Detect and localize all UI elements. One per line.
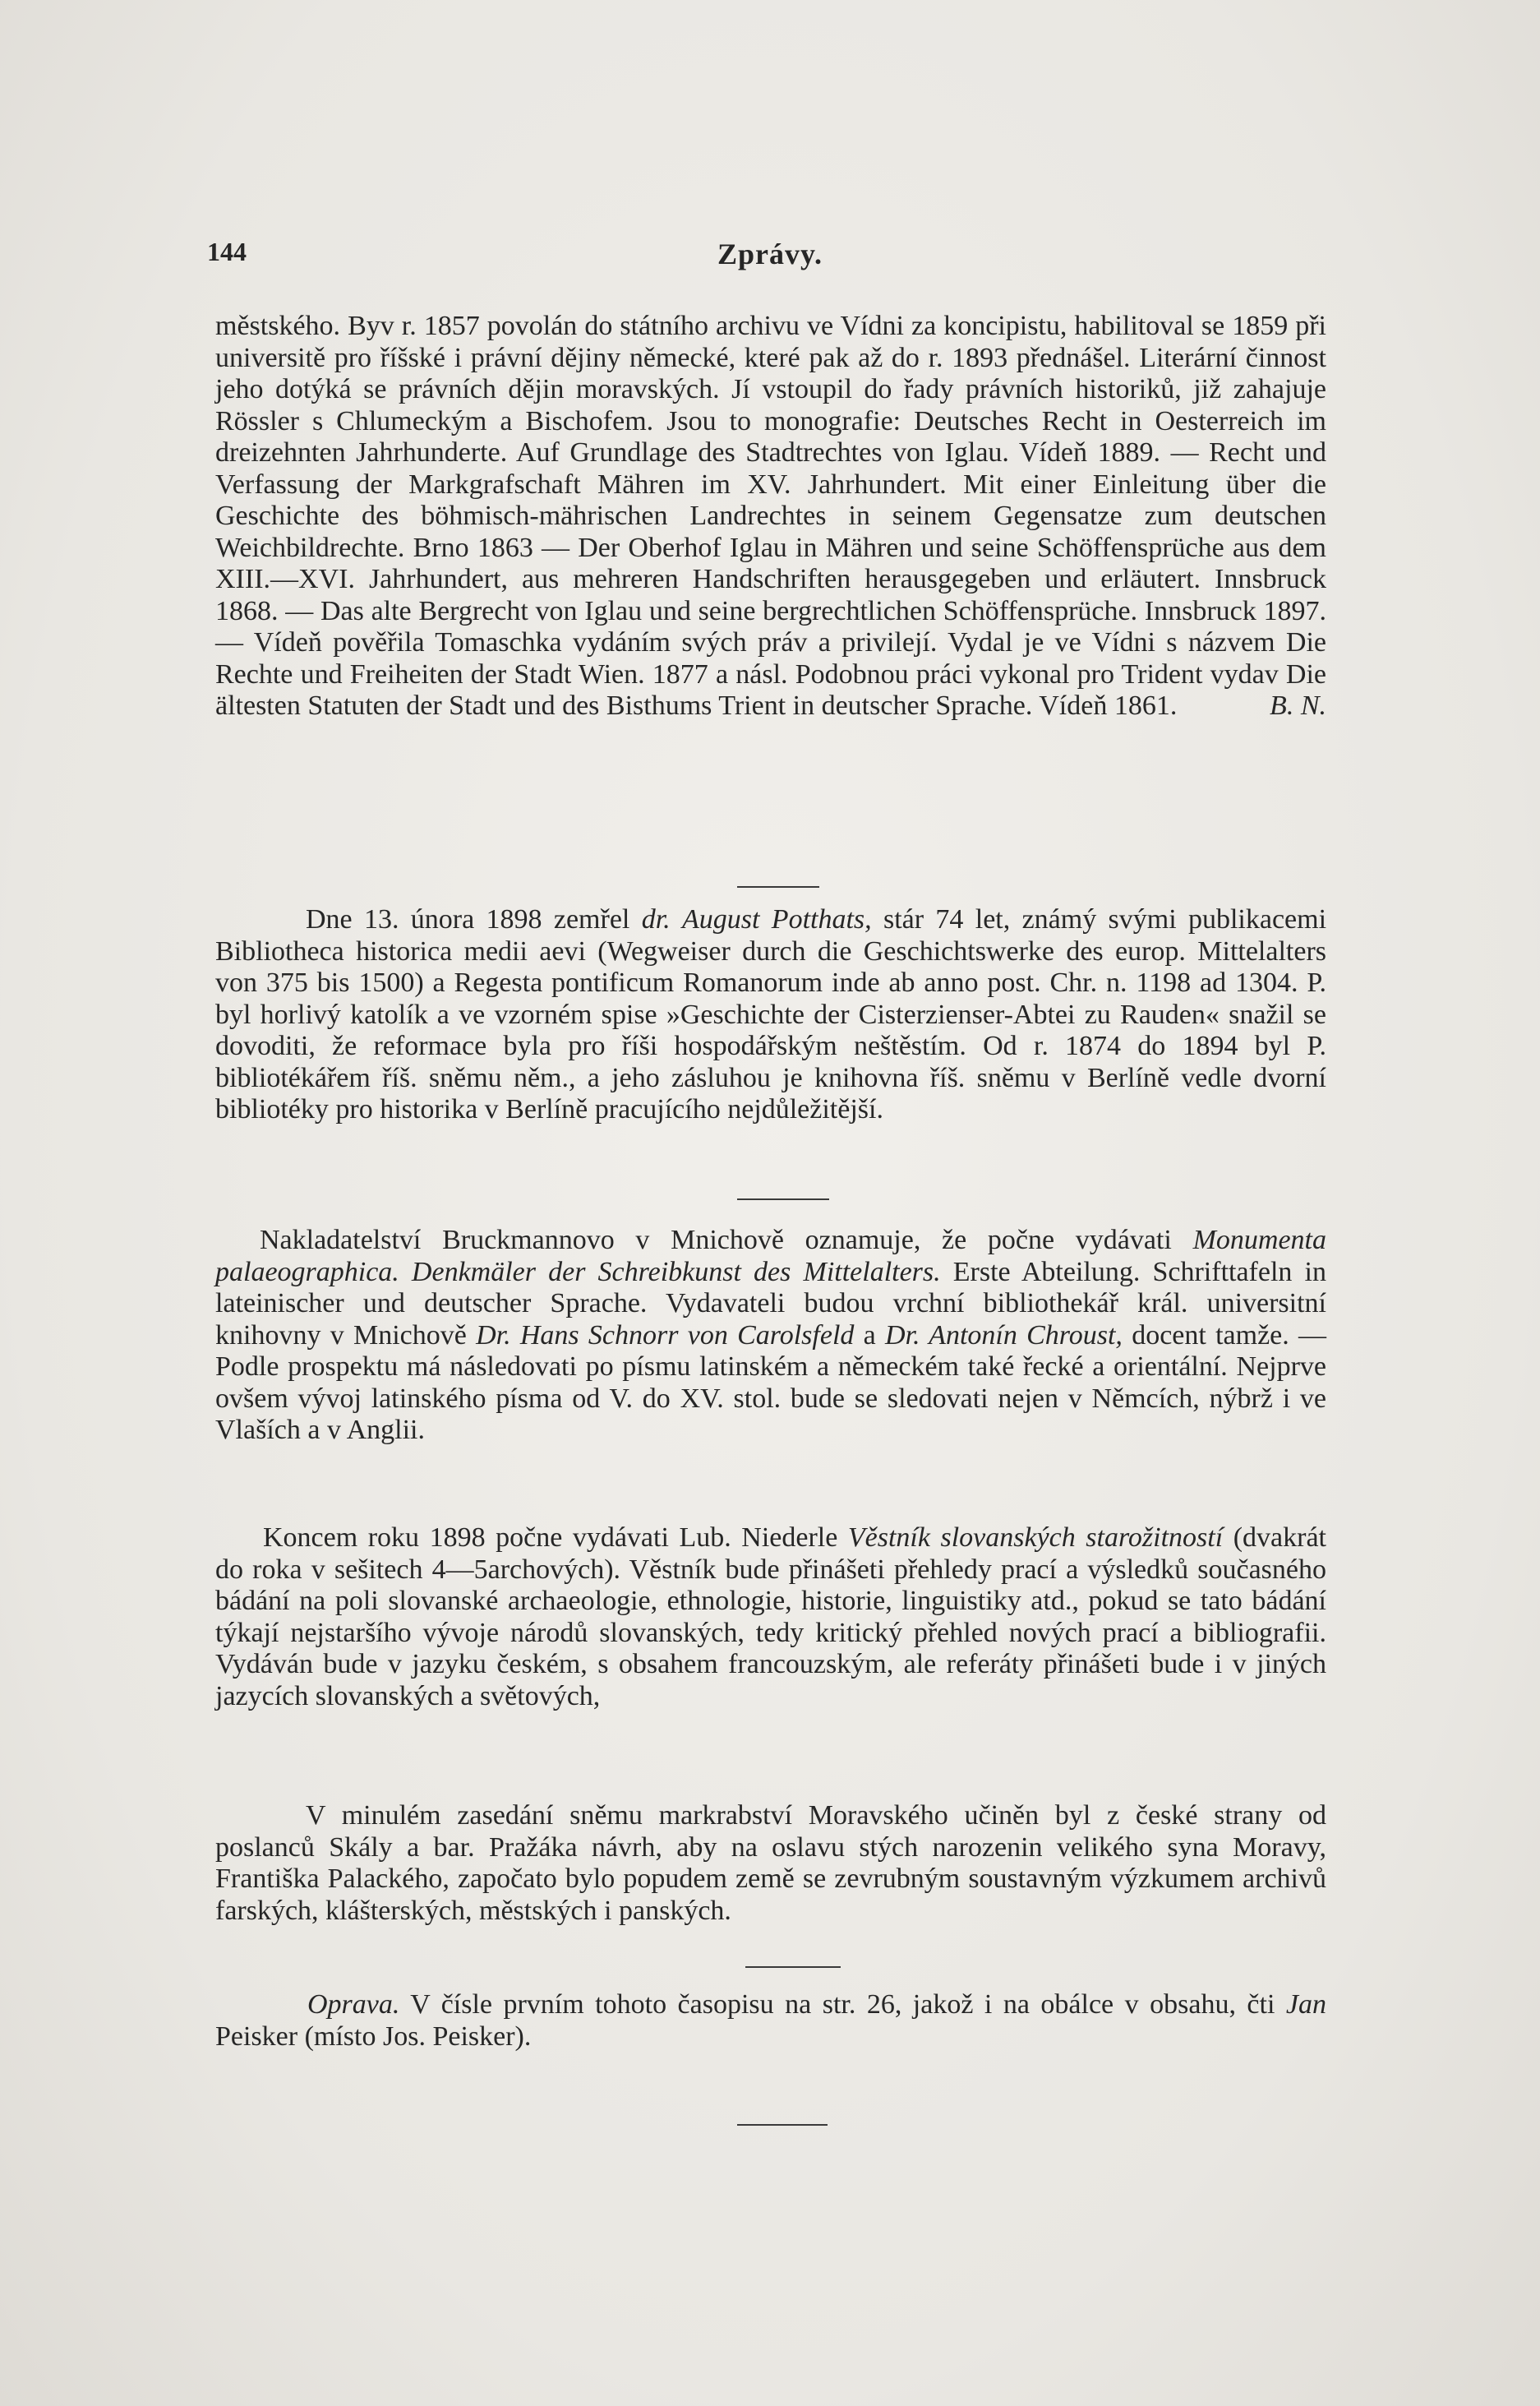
running-title: Zprávy.	[717, 238, 823, 270]
section-divider	[737, 886, 819, 888]
notice-text: a	[863, 1319, 876, 1351]
notice-text: Erste Abteilung. Schrifttafeln in lateinischer und deutscher Sprache. Vydavateli budou vrchní bibliothekář král. universitní knihovny v Mnichově	[215, 1256, 1326, 1351]
notice-text: V minulém zasedání sněmu markrabství Moravského učiněn byl z české strany od poslanců Skály a bar. Pražáka návrh, aby na oslavu stých narozenin velikého syna Moravy, Františka Palackého, započato bylo popudem země se zevrubným soustavným výzkumem archivů farských, klášterských, městských i panských.	[215, 1800, 1326, 1926]
person-name: Dr. Antonín Chroust,	[885, 1319, 1123, 1351]
person-name: August Potthats,	[682, 904, 872, 935]
bruckmann-notice	[215, 1225, 1326, 1447]
title-abbrev: dr.	[641, 904, 671, 935]
person-name: Dr. Hans Schnorr von Carolsfeld	[476, 1319, 855, 1351]
moravian-diet-notice	[215, 1800, 1326, 1927]
correction-label: Oprava.	[307, 1989, 400, 2020]
potthast-notice	[215, 904, 1326, 1126]
obituary-text: městského. Byv r. 1857 povolán do státního archivu ve Vídni za koncipistu, habilitoval se 1859 při universitě pro říšské i právní dějiny německé, které pak až do r. 1893 přednášel. Literární činnost jeho dotýká se právních dějin moravských. Jí vstoupil do řady právních historiků, již zahajuje Rössler s Chlumeckým a Bischofem. Jsou to monografie: Deutsches Recht in Oesterreich im dreizehnten Jahrhunderte. Auf Grundlage des Stadtrechtes von Iglau. Vídeň 1889. — Recht und Verfassung der Markgrafschaft Mähren im XV. Jahrhundert. Mit einer Einleitung über die Geschichte des böhmisch-mährischen Landrechtes in seinem Gegensatze zum deutschen Weichbildrechte. Brno 1863 — Der Oberhof Iglau in Mähren und seine Schöffensprüche aus dem XIII.—XVI. Jahrhundert, aus mehreren Handschriften herausgegeben und erläutert. Innsbruck 1868. — Das alte Bergrecht von Iglau und seine bergrechtlichen Schöffensprüche. Innsbruck 1897. — Vídeň pověřila Tomaschka vydáním svých práv a privilejí. Vydal je ve Vídni s názvem Die Rechte und Freiheiten der Stadt Wien. 1877 a násl. Podobnou práci vykonal pro Trident vydav Die ältesten Statuten der Stadt und des Bisthums Trient in deutscher Sprache. Vídeň 1861.	[215, 311, 1326, 721]
page-header	[207, 237, 1333, 278]
notice-text: (dvakrát do roka v sešitech 4—5archových). Věstník bude přinášeti přehledy prací a výsledků současného bádání na poli slovanské archaeologie, ethnologie, historie, linguistiky atd., pokud se tato bádání týkají nejstaršího vývoje národů slovanských, tedy kritický přehled nových prací a bibliografii. Vydáván bude v jazyku českém, s obsahem francouzským, ale referáty přinášeti bude i v jiných jazycích slovanských a světových,	[215, 1522, 1327, 1711]
notice-text: Nakladatelství Bruckmannovo v Mnichově oznamuje, že počne vydávati	[260, 1225, 1172, 1255]
notice-text: Koncem roku 1898 počne vydávati Lub. Niederle	[263, 1522, 838, 1553]
notice-text: Dne 13. února 1898 zemřel	[306, 904, 630, 935]
notice-text: stár 74 let, známý svými publikacemi Bibliotheca historica medii aevi (Wegweiser durch die Geschichtswerke des europ. Mittelalters von 375 bis 1500) a Regesta pontificum Romanorum inde ab anno post. Chr. n. 1198 ad 1304. P. byl horlivý katolík a ve vzorném spise »Geschichte der Cisterzienser-Abtei zu Rauden« snažil se dovoditi, že reformace byla pro říši hospodářským neštěstím. Od r. 1874 do 1894 byl P. bibliotékářem říš. sněmu něm., a jeho zásluhou je knihovna říš. sněmu v Berlíně vedle dvorní bibliotéky pro historika v Berlíně pracujícího nejdůležitější.	[215, 904, 1327, 1124]
publication-title: Monumenta palaeographica. Denkmäler der Schreibkunst des Mittelalters.	[215, 1225, 1326, 1287]
section-divider	[737, 1198, 829, 1200]
page-number: 144	[207, 237, 247, 266]
publication-title: Věstník slovanských starožitností	[847, 1522, 1224, 1553]
obituary-continuation	[215, 311, 1326, 723]
notice-text: V čísle prvním tohoto časopisu na str. 26, jakož i na obálce v obsahu, čti	[410, 1989, 1275, 2020]
end-rule	[737, 2124, 828, 2126]
notice-text: docent tamže. — Podle prospektu má následovati po písmu latinském a německém také řecké a orientální. Nejprve ovšem vývoj latinského písma od V. do XV. stol. bude se sledovati nejen v Němcích, nýbrž i ve Vlaších a v Anglii.	[215, 1319, 1327, 1445]
niederle-notice	[215, 1522, 1326, 1712]
author-signature: B. N.	[1270, 690, 1326, 721]
correction-notice	[215, 1989, 1326, 2053]
section-divider	[745, 1966, 841, 1968]
notice-text: Peisker (místo Jos. Peisker).	[215, 2020, 532, 2052]
person-name: Jan	[1285, 1989, 1327, 2020]
